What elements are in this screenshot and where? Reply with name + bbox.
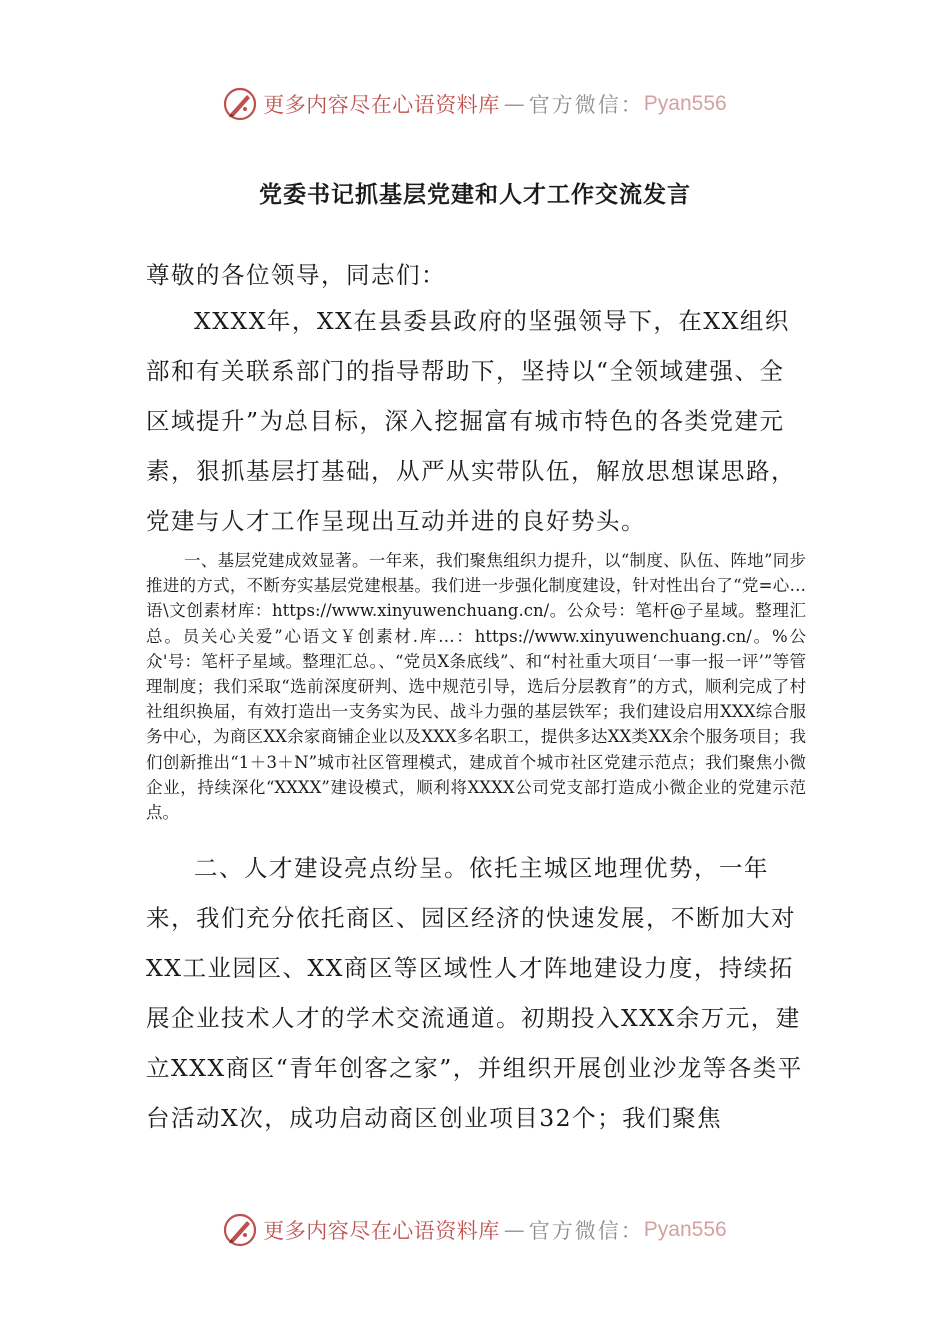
footer-banner-text: 更多内容尽在心语资料库 — [263, 1219, 500, 1243]
paragraph-1: XXXX年，XX在县委县政府的坚强领导下，在XX组织部和有关联系部门的指导帮助下，坚持以“全领域建强、全区域提升”为总目标，深入挖掘富有城市特色的各类党建元素，狠抓基层打基础，从严从实带队伍，解放思想谋思路，党建与人才工作呈现出互动并进的良好势头。 — [146, 307, 796, 535]
pen-logo-icon — [223, 1213, 257, 1247]
pen-logo-icon — [223, 87, 257, 121]
footer-banner — [0, 1210, 950, 1250]
header-banner — [0, 84, 950, 124]
banner-separator: — — [503, 92, 525, 116]
footer-banner-wechat-id: Pyan556 — [643, 1218, 727, 1241]
banner-text: 更多内容尽在心语资料库 — [263, 93, 500, 117]
footer-banner-separator: — — [503, 1218, 525, 1242]
footer-banner-official-label: 官方微信： — [528, 1219, 644, 1243]
salutation: 尊敬的各位领导，同志们： — [146, 261, 446, 289]
document-title: 党委书记抓基层党建和人才工作交流发言 — [259, 181, 691, 208]
paragraph-2: 一、基层党建成效显著。一年来，我们聚焦组织力提升，以“制度、队伍、阵地”同步推进的方式，不断夯实基层党建根基。我们进一步强化制度建设，针对性出台了“党=心…语\文创素材库：https://www.xinyuwenchuang.cn/。公众号：笔杆@子星域。整理汇总。员关心关爱”心语文￥创素材.库…：https://www.xinyuwenchuang.cn/。%公众'号：笔杆子星域。整理汇总。、“党员X条底线”、和“村社重大项目‘一事一报一评’”等管理制度；我们采取“选前深度研判、选中规范引导，选后分层教育”的方式，顺利完成了村社组织换届，有效打造出一支务实为民、战斗力强的基层铁军；我们建设启用XXX综合服务中心，为商区XX余家商铺企业以及XXX多名职工，提供多达XX类XX余个服务项目；我们创新推出“1＋3＋N”城市社区管理模式，建成首个城市社区党建示范点；我们聚焦小微企业，持续深化“XXXX”建设模式，顺利将XXXX公司党支部打造成小微企业的党建示范点。 — [146, 551, 806, 823]
banner-official-label: 官方微信： — [528, 93, 644, 117]
paragraph-3: 二、人才建设亮点纷呈。依托主城区地理优势，一年来，我们充分依托商区、园区经济的快速发展，不断加大对XX工业园区、XX商区等区域性人才阵地建设力度，持续拓展企业技术人才的学术交流通道。初期投入XXX余万元，建立XXX商区“青年创客之家”，并组织开展创业沙龙等各类平台活动X次，成功启动商区创业项目32个；我们聚焦 — [146, 854, 803, 1132]
banner-wechat-id: Pyan556 — [643, 92, 727, 115]
